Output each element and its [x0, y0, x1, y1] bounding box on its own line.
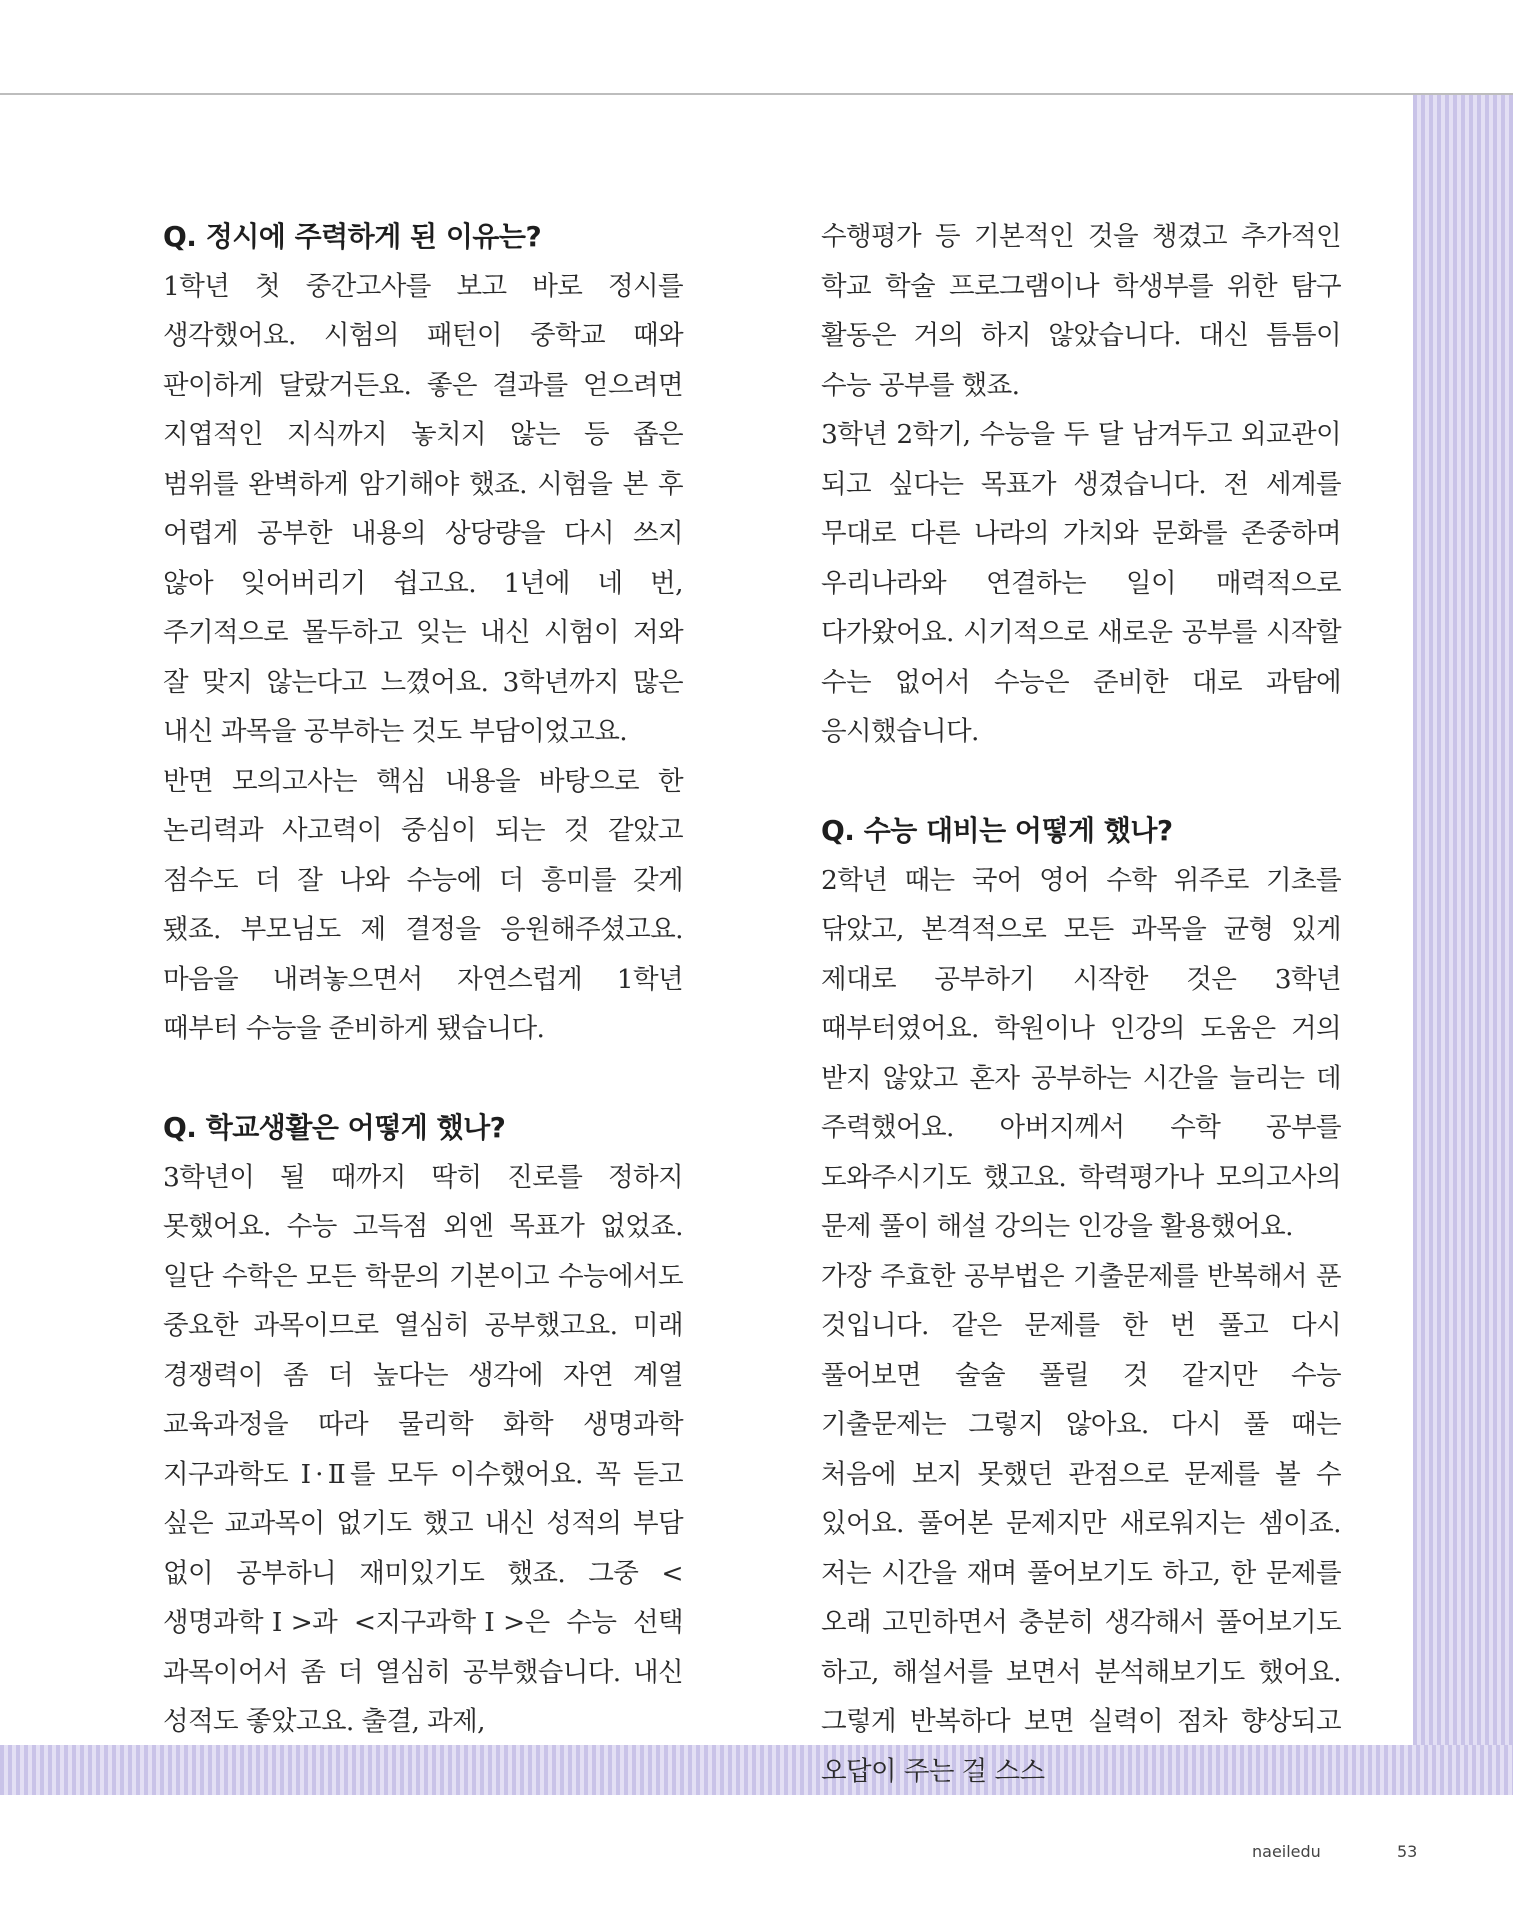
section-heading-3: Q. 수능 대비는 어떻게 했나?	[821, 814, 1173, 847]
paragraph: 수행평가 등 기본적인 것을 챙겼고 추가적인 학교 학술 프로그램이나 학생부를 위한 탐구 활동은 거의 하지 않았습니다. 대신 틈틈이 수능 공부를 했죠.	[821, 221, 1341, 401]
paragraph: 3학년이 될 때까지 딱히 진로를 정하지 못했어요. 수능 고득점 외엔 목표가 없었죠. 일단 수학은 모든 학문의 기본이고 수능에서도 중요한 과목이므로 열심히 공부했고요. 미래 경쟁력이 좀 더 높다는 생각에 자연 계열 교육과정을 따라 물리학 화학 생명과학 지구과학도 Ⅰ·Ⅱ를 모두 이수했어요. 꼭 듣고 싶은 교과목이 없기도 했고 내신 성적의 부담 없이 공부하니 재미있기도 했죠. 그중 <생명과학Ⅰ>과 <지구과학Ⅰ>은 수능 선택 과목이어서 좀 더 열심히 공부했습니다. 내신 성적도 좋았고요. 출결, 과제,	[163, 1161, 683, 1737]
section-gap	[821, 757, 1341, 807]
decorative-stripes-right	[1413, 95, 1513, 1795]
section-gap	[163, 1054, 683, 1104]
paragraph: 1학년 첫 중간고사를 보고 바로 정시를 생각했어요. 시험의 패턴이 중학교 때와 판이하게 달랐거든요. 좋은 결과를 얻으려면 지엽적인 지식까지 놓치지 않는 등 좁은 범위를 완벽하게 암기해야 했죠. 시험을 본 후 어렵게 공부한 내용의 상당량을 다시 쓰지 않아 잊어버리기 쉽고요. 1년에 네 번, 주기적으로 몰두하고 잊는 내신 시험이 저와 잘 맞지 않는다고 느꼈어요. 3학년까지 많은 내신 과목을 공부하는 것도 부담이었고요.	[163, 270, 683, 747]
section-heading-1: Q. 정시에 주력하게 된 이유는?	[163, 220, 542, 253]
right-column	[821, 212, 1341, 1796]
paragraph: 2학년 때는 국어 영어 수학 위주로 기초를 닦았고, 본격적으로 모든 과목을 균형 있게 제대로 공부하기 시작한 것은 3학년 때부터였어요. 학원이나 인강의 도움은 거의 받지 않았고 혼자 공부하는 시간을 늘리는 데 주력했어요. 아버지께서 수학 공부를 도와주시기도 했고요. 학력평가나 모의고사의 문제 풀이 해설 강의는 인강을 활용했어요.	[821, 864, 1341, 1242]
section-heading-2: Q. 학교생활은 어떻게 했나?	[163, 1111, 506, 1144]
paragraph: 반면 모의고사는 핵심 내용을 바탕으로 한 논리력과 사고력이 중심이 되는 것 같았고 점수도 더 잘 나와 수능에 더 흥미를 갖게 됐죠. 부모님도 제 결정을 응원해주셨고요. 마음을 내려놓으면서 자연스럽게 1학년 때부터 수능을 준비하게 됐습니다.	[163, 765, 683, 1044]
paragraph: 가장 주효한 공부법은 기출문제를 반복해서 푼 것입니다. 같은 문제를 한 번 풀고 다시 풀어보면 술술 풀릴 것 같지만 수능 기출문제는 그렇지 않아요. 다시 풀 때는 처음에 보지 못했던 관점으로 문제를 볼 수 있어요. 풀어본 문제지만 새로워지는 셈이죠. 저는 시간을 재며 풀어보기도 하고, 한 문제를 오래 고민하면서 충분히 생각해서 풀어보기도 하고, 해설서를 보면서 분석해보기도 했어요. 그렇게 반복하다 보면 실력이 점차 향상되고 오답이 주는 걸 스스	[821, 1260, 1341, 1787]
left-column	[163, 212, 683, 1747]
page-number: 53	[1397, 1842, 1418, 1861]
paragraph: 3학년 2학기, 수능을 두 달 남겨두고 외교관이 되고 싶다는 목표가 생겼습니다. 전 세계를 무대로 다른 나라의 가치와 문화를 존중하며 우리나라와 연결하는 일이 매력적으로 다가왔어요. 시기적으로 새로운 공부를 시작할 수는 없어서 수능은 준비한 대로 과탐에 응시했습니다.	[821, 419, 1341, 747]
footer-brand: naeiledu	[1252, 1842, 1321, 1861]
